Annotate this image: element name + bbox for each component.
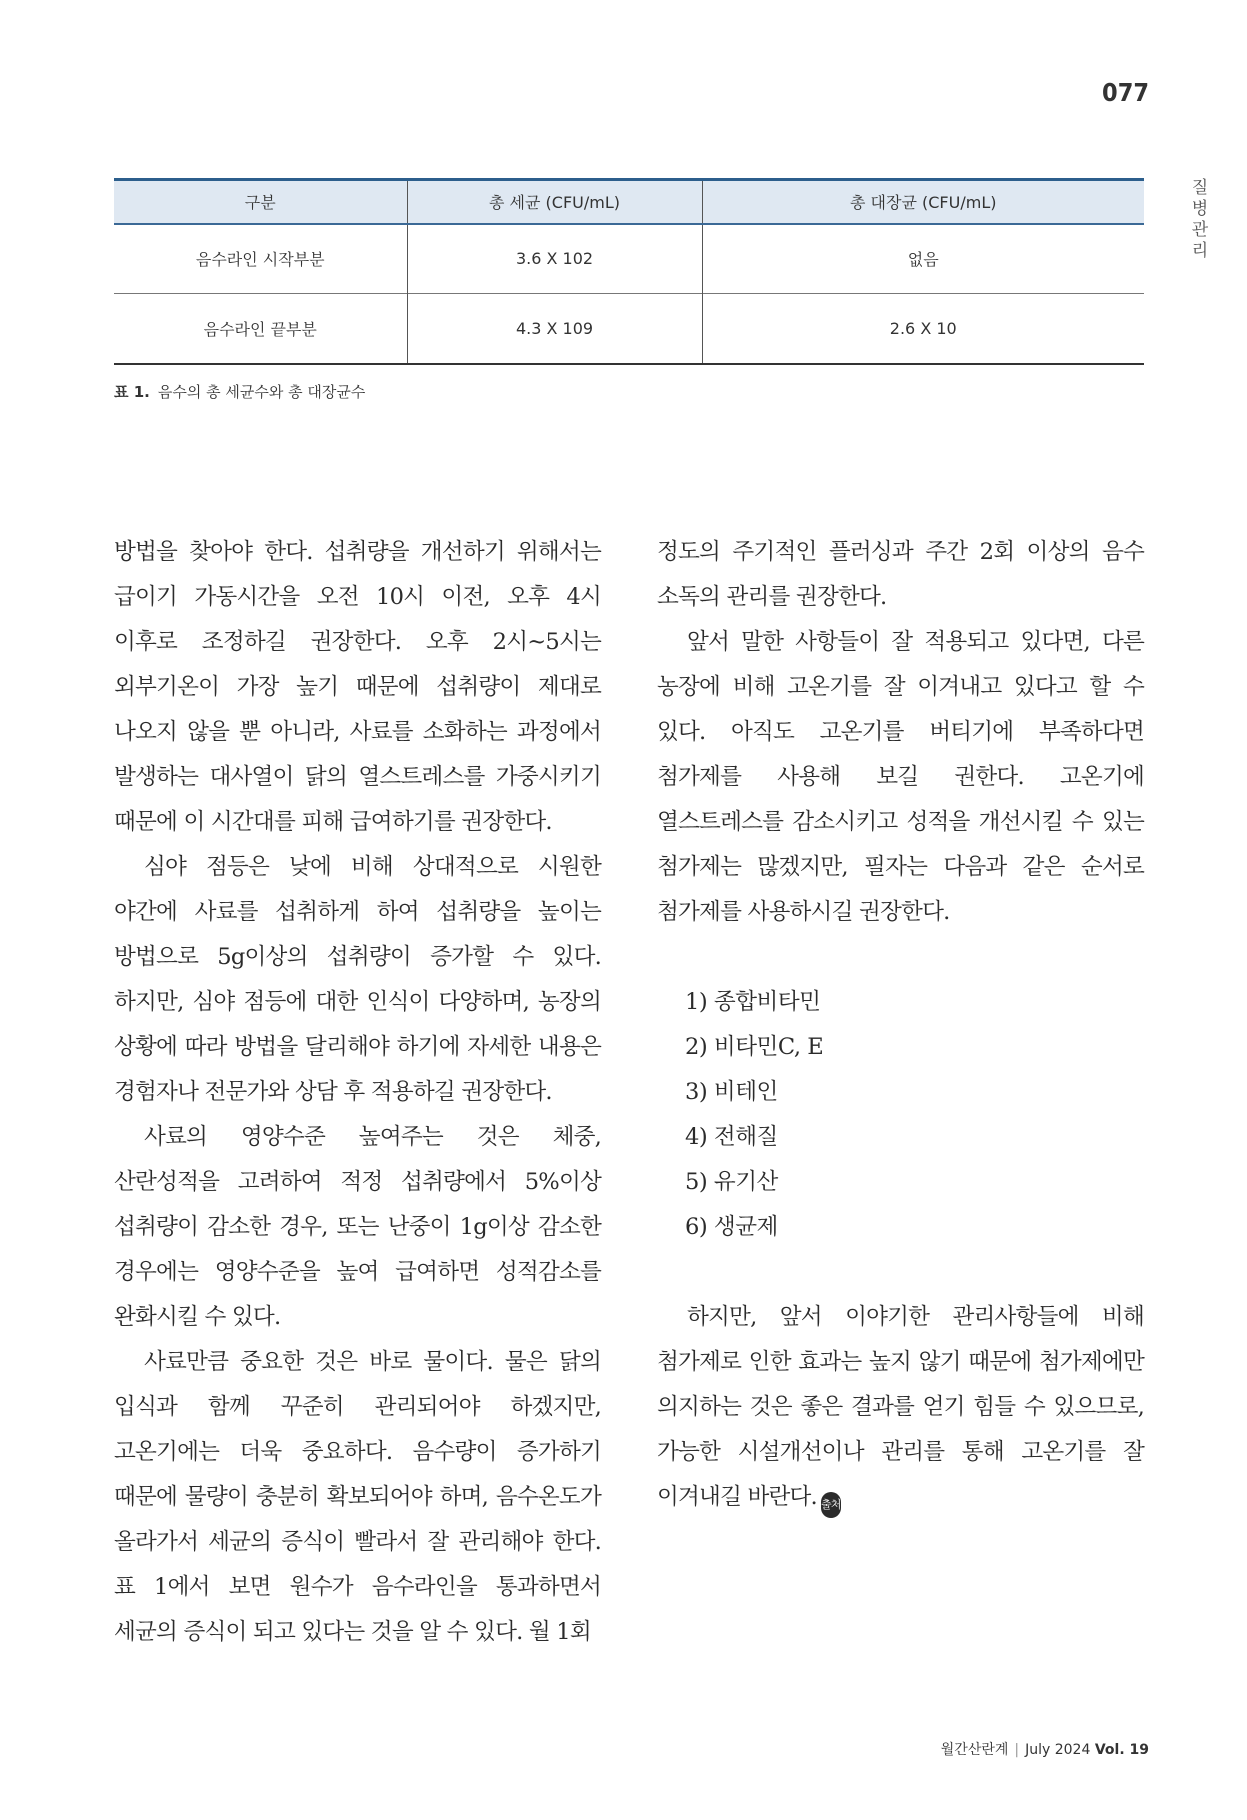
volume-number: Vol. 19 [1094, 1742, 1149, 1758]
body-paragraph: 사료의 영양수준 높여주는 것은 체중, 산란성적을 고려하여 적정 섭취량에서 5%이상 섭취량이 감소한 경우, 또는 난중이 1g이상 감소한 경우에는 영양수준을 높여 급여하면 성적감소를 완화시킬 수 있다. [114, 1124, 601, 1330]
table-cell: 2.6 X 10 [702, 294, 1144, 364]
list-item: 3) 비테인 [685, 1079, 778, 1105]
body-paragraph: 앞서 말한 사항들이 잘 적용되고 있다면, 다른 농장에 비해 고온기를 잘 이겨내고 있다고 할 수 있다. 아직도 고온기를 버티기에 부족하다면 첨가제를 사용해 보길 권한다. 고온기에 열스트레스를 감소시키고 성적을 개선시킬 수 있는 첨가제는 많겠지만, 필자는 다음과 같은 순서로 첨가제를 사용하시길 권장한다. [657, 629, 1144, 925]
table-cell: 없음 [702, 224, 1144, 294]
body-paragraph: 심야 점등은 낮에 비해 상대적으로 시원한 야간에 사료를 섭취하게 하여 섭취량을 높이는 방법으로 5g이상의 섭취량이 증가할 수 있다. 하지만, 심야 점등에 대한 인식이 다양하며, 농장의 상황에 따라 방법을 달리해야 하기에 자세한 내용은 경험자나 전문가와 상담 후 적용하길 권장한다. [114, 854, 601, 1105]
page-footer [941, 1739, 1149, 1759]
issue-date: July 2024 [1025, 1742, 1091, 1758]
body-paragraph [657, 1295, 1144, 1520]
closing-paragraph-text: 하지만, 앞서 이야기한 관리사항들에 비해 첨가제로 인한 효과는 높지 않기 때문에 첨가제에만 의지하는 것은 좋은 결과를 얻기 힘들 수 있으므로, 가능한 시설개선이나 관리를 통해 고온기를 잘 이겨내길 바란다. [657, 1304, 1144, 1510]
section-tab-char: 관 [1191, 220, 1209, 240]
table-header-cell: 구분 [114, 180, 407, 224]
bacteria-count-table [114, 178, 1144, 365]
table-caption-text: 음수의 총 세균수와 총 대장균수 [157, 383, 366, 401]
list-item: 1) 종합비타민 [685, 989, 821, 1015]
page-number: 077 [1102, 78, 1149, 107]
section-tab [1185, 178, 1215, 262]
list-item: 6) 생균제 [685, 1214, 778, 1240]
article-end-icon: 출처 [821, 1492, 841, 1518]
footer-separator: | [1014, 1742, 1020, 1758]
table-cell: 음수라인 끝부분 [114, 294, 407, 364]
table-header-row [114, 180, 1144, 224]
magazine-name: 월간산란계 [940, 1742, 1009, 1758]
list-item: 2) 비타민C, E [685, 1034, 824, 1060]
table-cell: 4.3 X 109 [407, 294, 702, 364]
additive-list [657, 980, 1144, 1250]
body-paragraph: 방법을 찾아야 한다. 섭취량을 개선하기 위해서는 급이기 가동시간을 오전 10시 이전, 오후 4시 이후로 조정하길 권장한다. 오후 2시~5시는 외부기온이 가장 높기 때문에 섭취량이 제대로 나오지 않을 뿐 아니라, 사료를 소화하는 과정에서 발생하는 대사열이 닭의 열스트레스를 가중시키기 때문에 이 시간대를 피해 급여하기를 권장한다. [114, 539, 601, 835]
section-tab-char: 리 [1191, 241, 1209, 261]
table-cell: 3.6 X 102 [407, 224, 702, 294]
section-tab-char: 질 [1191, 178, 1209, 198]
table-header-cell: 총 대장균 (CFU/mL) [702, 180, 1144, 224]
list-item: 5) 유기산 [685, 1169, 778, 1195]
section-tab-char: 병 [1191, 199, 1209, 219]
table-row [114, 224, 1144, 294]
table-header-cell: 총 세균 (CFU/mL) [407, 180, 702, 224]
body-paragraph: 정도의 주기적인 플러싱과 주간 2회 이상의 음수 소독의 관리를 권장한다. [657, 539, 1144, 610]
table-caption-label: 표 1. [114, 383, 150, 401]
table-row [114, 294, 1144, 364]
body-paragraph: 사료만큼 중요한 것은 바로 물이다. 물은 닭의 입식과 함께 꾸준히 관리되어야 하겠지만, 고온기에는 더욱 중요하다. 음수량이 증가하기 때문에 물량이 충분히 확보되어야 하며, 음수온도가 올라가서 세균의 증식이 빨라서 잘 관리해야 한다. 표 1에서 보면 원수가 음수라인을 통과하면서 세균의 증식이 되고 있다는 것을 알 수 있다. 월 1회 [114, 1349, 601, 1645]
right-column [657, 530, 1144, 1520]
list-item: 4) 전해질 [685, 1124, 778, 1150]
table-cell: 음수라인 시작부분 [195, 250, 325, 270]
left-column [114, 530, 601, 1655]
table-caption [114, 381, 365, 402]
